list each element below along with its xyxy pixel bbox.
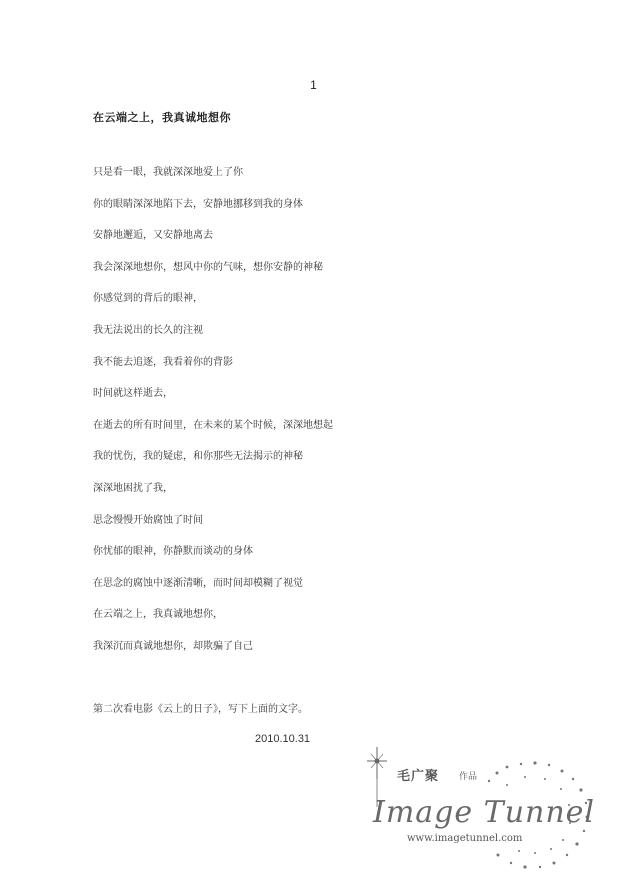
watermark-brand: Image Tunnel <box>373 795 595 830</box>
poem-line: 我会深深地想你，想风中你的气味，想你安静的神秘 <box>93 261 323 273</box>
poem-line: 只是看一眼，我就深深地爱上了你 <box>93 167 243 178</box>
poem-line: 在思念的腐蚀中逐渐清晰，而时间却模糊了视觉 <box>93 577 303 589</box>
poem-line: 我的忧伤，我的疑虑，和你那些无法揭示的神秘 <box>93 451 303 463</box>
poem-title: 在云端之上，我真诚地想你 <box>93 111 231 124</box>
watermark-works-label: 作品 <box>459 772 478 782</box>
sparkle-icon <box>367 747 387 779</box>
poem-line: 我不能去追逐，我看着你的背影 <box>93 356 233 368</box>
poem-line: 在云端之上，我真诚地想你， <box>93 609 223 621</box>
poem-line: 你忧郁的眼神，你静默而谈动的身体 <box>93 546 253 558</box>
poem-line: 我深沉而真诚地想你，却欺骗了自己 <box>93 640 253 652</box>
watermark-author: 毛广聚 <box>397 769 440 784</box>
poem-line: 你感觉到的背后的眼神， <box>93 293 203 305</box>
poem-line: 安静地邂逅，又安静地离去 <box>93 230 213 242</box>
footnote: 第二次看电影《云上的日子》，写下上面的文字。 <box>93 704 308 715</box>
date: 2010.10.31 <box>255 733 311 745</box>
poem-line: 你的眼睛深深地陷下去，安静地挪移到我的身体 <box>93 198 303 210</box>
poem-line: 时间就这样逝去， <box>93 388 173 400</box>
poem-line: 深深地困扰了我， <box>93 482 173 494</box>
poem-line: 思念慢慢开始腐蚀了时间 <box>93 514 203 526</box>
poem-line: 在逝去的所有时间里，在未来的某个时候，深深地想起 <box>93 419 333 431</box>
watermark-url: www.imagetunnel.com <box>407 833 523 844</box>
poem-line: 我无法说出的长久的注视 <box>93 324 203 336</box>
watermark-logo <box>365 745 627 889</box>
page-number: 1 <box>310 78 317 92</box>
poem-body <box>93 166 563 672</box>
